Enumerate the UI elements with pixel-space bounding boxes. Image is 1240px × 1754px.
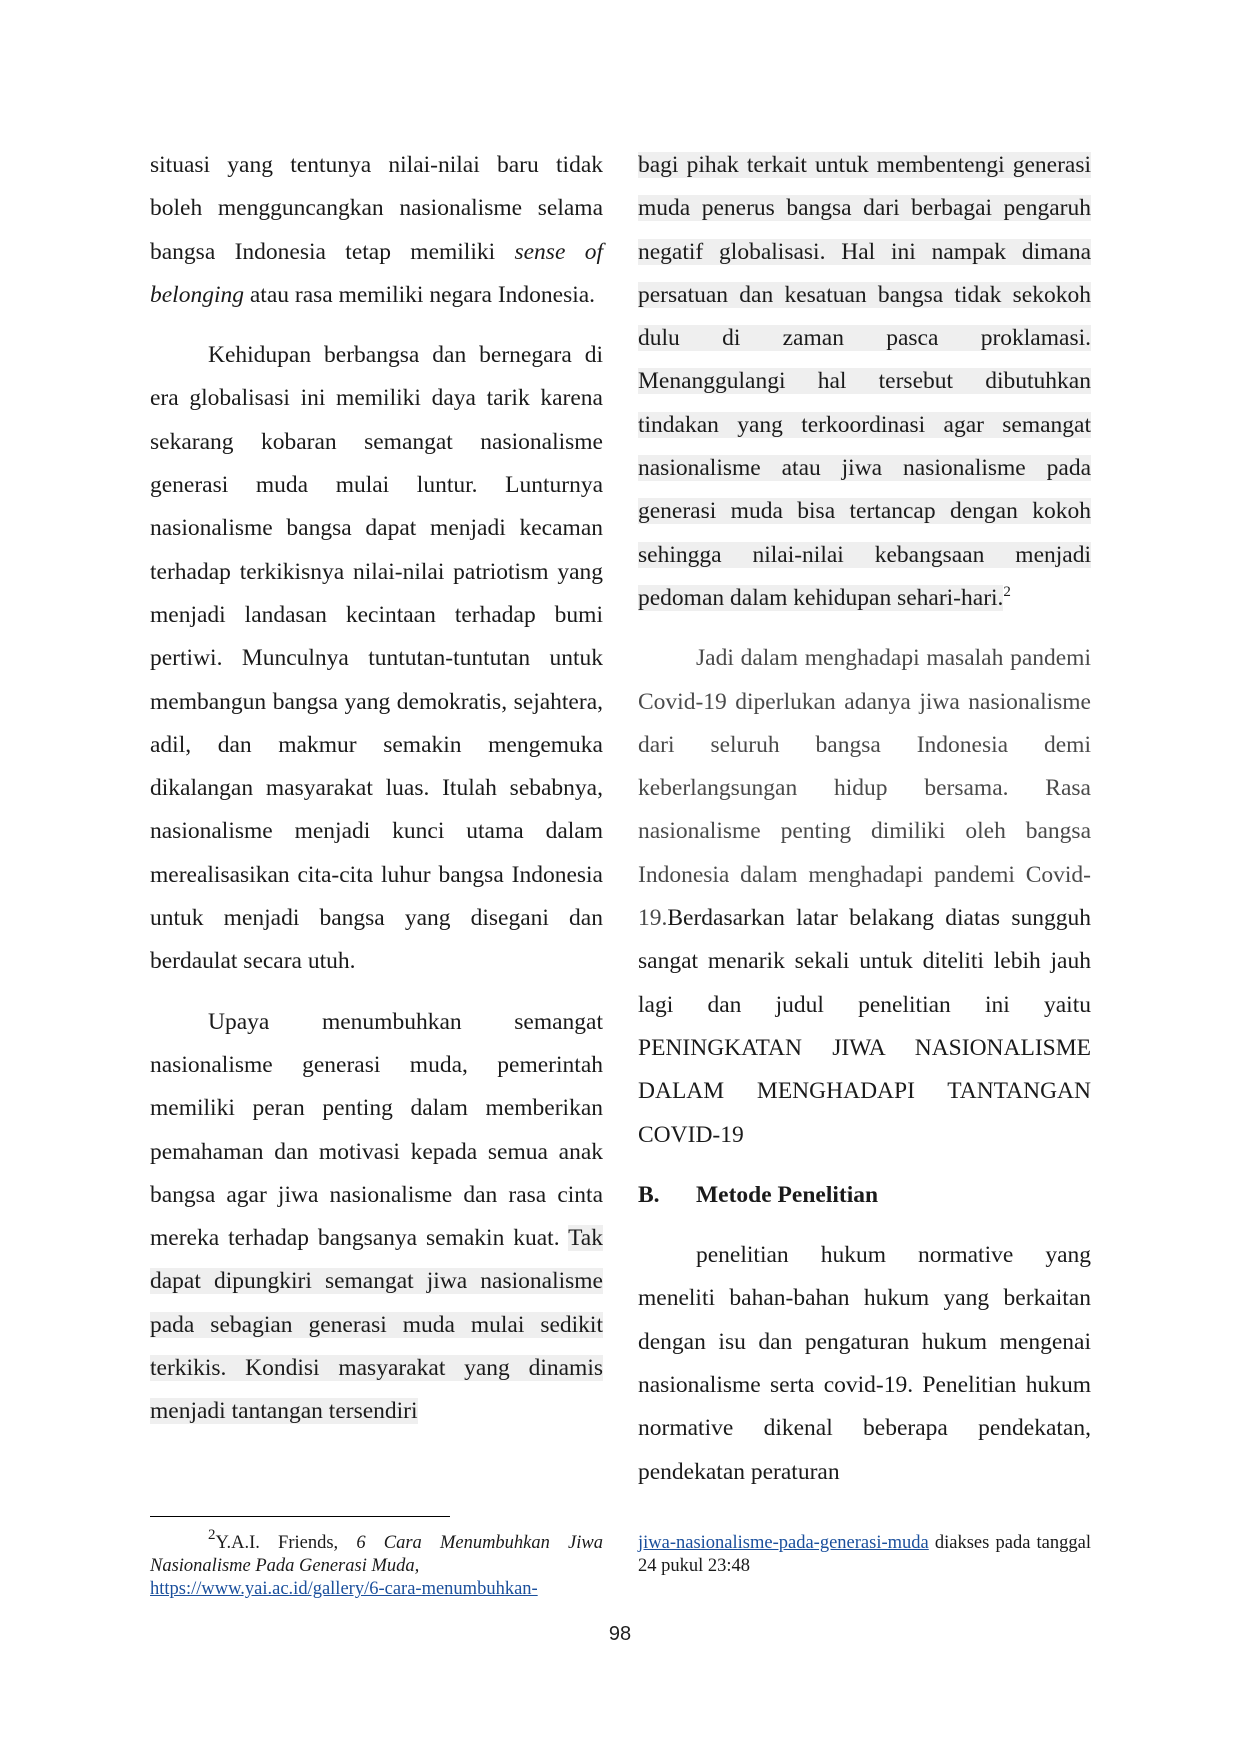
footnote-link[interactable]: https://www.yai.ac.id/gallery/6-cara-menumbuhkan-: [150, 1579, 538, 1599]
footnote-number: 2: [208, 1527, 216, 1543]
italic-phrase: sense of belonging: [150, 238, 603, 308]
section-number: B.: [638, 1181, 660, 1208]
right-column: [638, 144, 1091, 1511]
footnote-left: $^2$Y.A.I. Friends, 6 Cara Menumbuhkan Jiwa Nasionalisme Pada Generasi Muda, https://www.yai.ac.id/gallery/6-cara-menumbuhkan-: [150, 1527, 603, 1599]
paragraph-2: Kehidupan berbangsa dan bernegara di era globalisasi ini memiliki daya tarik karena sekarang kobaran semangat nasionalisme generasi muda mulai luntur. Lunturnya nasionalisme bangsa dapat menjadi kecaman terhadap terkikisnya nilai-nilai patriotism yang menjadi landasan kecintaan terhadap bumi pertiwi. Munculnya tuntutan-tuntutan untuk membangun bangsa yang demokratis, sejahtera, adil, dan makmur semakin mengemuka dikalangan masyarakat luas. Itulah sebabnya, nasionalisme menjadi kunci utama dalam merealisasikan cita-cita luhur bangsa Indonesia untuk menjadi bangsa yang disegani dan berdaulat secara utuh.: [150, 342, 603, 975]
highlighted-text: bagi pihak terkait untuk membentengi generasi muda penerus bangsa dari berbagai pengaruh negatif globalisasi. Hal ini nampak dimana persatuan dan kesatuan bangsa tidak sekokoh dulu di zaman pasca proklamasi. Menanggulangi hal tersebut dibutuhkan tindakan yang terkoordinasi agar semangat nasionalisme atau jiwa nasionalisme pada generasi muda bisa tertancap dengan kokoh sehingga nilai-nilai kebangsaan menjadi pedoman dalam kehidupan sehari-hari.: [638, 152, 1091, 611]
section-heading: [638, 1174, 1091, 1217]
paragraph-4: [638, 144, 1091, 620]
page-number: 98: [608, 1623, 632, 1645]
footnote-divider: [150, 1516, 450, 1517]
footnote-title: 6 Cara Menumbuhkan Jiwa Nasionalisme Pada Generasi Muda,: [150, 1533, 603, 1576]
paragraph-5: Jadi dalam menghadapi masalah pandemi Covid-19 diperlukan adanya jiwa nasionalisme dari seluruh bangsa Indonesia demi keberlangsungan hidup bersama. Rasa nasionalisme penting dimiliki oleh bangsa Indonesia dalam menghadapi pandemi Covid-19.Berdasarkan latar belakang diatas sungguh sangat menarik sekali untuk diteliti lebih jauh lagi dan judul penelitian ini yaitu PENINGKATAN JIWA NASIONALISME DALAM MENGHADAPI TANTANGAN COVID-19: [638, 645, 1091, 1148]
paragraph-3: Upaya menumbuhkan semangat nasionalisme generasi muda, pemerintah memiliki peran penting dalam memberikan pemahaman dan motivasi kepada semua anak bangsa agar jiwa nasionalisme dan rasa cinta mereka terhadap bangsanya semakin kuat. Tak dapat dipungkiri semangat jiwa nasionalisme pada sebagian generasi muda mulai sedikit terkikis. Kondisi masyarakat yang dinamis menjadi tantangan tersendiri: [150, 1008, 603, 1425]
footnote-ref[interactable]: 2: [1003, 583, 1011, 600]
grey-text: Jadi dalam menghadapi masalah pandemi Covid-19 diperlukan adanya jiwa nasionalisme dari seluruh bangsa Indonesia demi keberlangsungan hidup bersama. Rasa nasionalisme penting dimiliki oleh bangsa Indonesia dalam menghadapi pandemi Covid-19.: [638, 645, 1091, 932]
footnote-link-continued[interactable]: jiwa-nasionalisme-pada-generasi-muda: [638, 1533, 929, 1553]
paragraph-1: situasi yang tentunya nilai-nilai baru tidak boleh mengguncangkan nasionalisme selama bangsa Indonesia tetap memiliki sense of belonging atau rasa memiliki negara Indonesia.: [150, 152, 603, 308]
footnote-right: jiwa-nasionalisme-pada-generasi-muda diakses pada tanggal 24 pukul 23:48: [638, 1533, 1091, 1576]
left-column: [150, 144, 603, 1451]
highlighted-text: Tak dapat dipungkiri semangat jiwa nasionalisme pada sebagian generasi muda mulai sedikit terkikis. Kondisi masyarakat yang dinamis menjadi tantangan tersendiri: [150, 1225, 603, 1425]
section-title: Metode Penelitian: [696, 1181, 879, 1208]
paragraph-6: penelitian hukum normative yang meneliti bahan-bahan hukum yang berkaitan dengan isu dan pengaturan hukum mengenai nasionalisme serta covid-19. Penelitian hukum normative dikenal beberapa pendekatan, pendekatan peraturan: [638, 1242, 1091, 1485]
